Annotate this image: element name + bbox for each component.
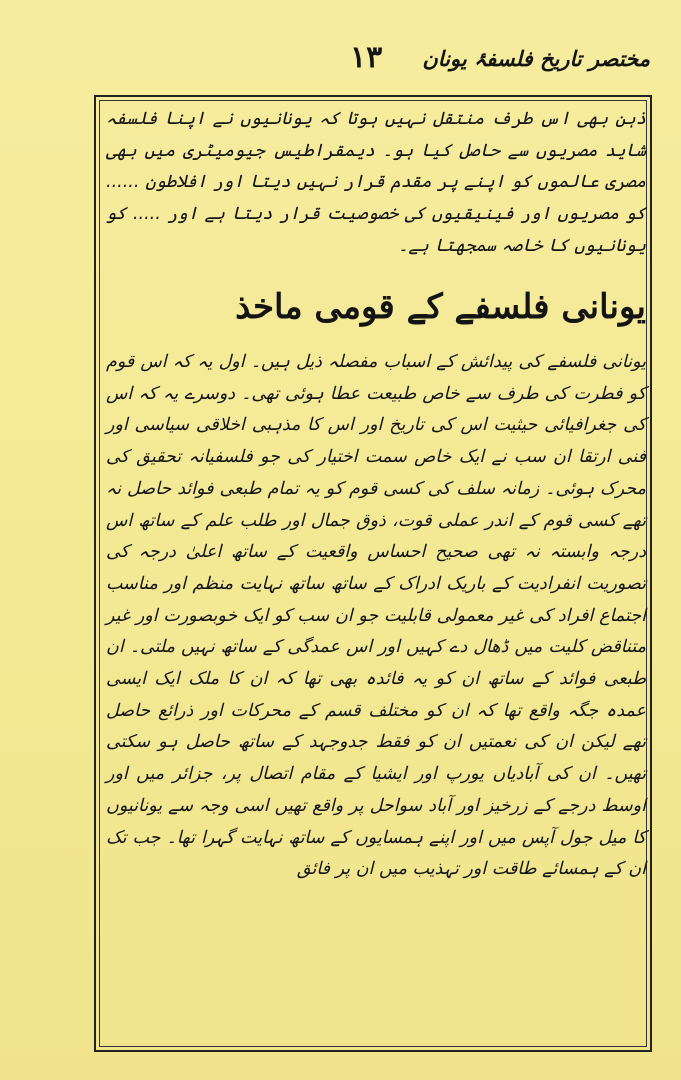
paragraph-main: یونانی فلسفے کی پیدائش کے اسباب مفصلہ ذیل ہیں۔ اول یہ کہ اس قوم کو فطرت کی طرف سے خاص طبیعت عطا ہوئی تھی۔ دوسرے یہ کہ اس کی جغرافیائی حیثیت اس کی تاریخ اور اس کا مذہبی اخلاقی سیاسی اور فنی ارتقا ان سب نے ایک خاص سمت اختیار کی جو فلسفیانہ تحقیق کی محرک ہوئی۔ زمانہ سلف کی کسی قوم کو یہ تمام طبعی فوائد حاصل نہ تھے کسی قوم کے اندر عملی قوت، ذوق جمال اور طلب علم کے ساتھ اس درجہ وابستہ نہ تھی صحیح احساس واقعیت کے ساتھ اعلیٰ درجہ کی تصوریت انفرادیت کے باریک ادراک کے ساتھ ساتھ نہایت منظم اور مناسب اجتماع افراد کی غیر معمولی قابلیت جو ان سب کو ایک خوبصورت اور غیر متناقض کلیت میں ڈھال دے کہیں اور اس عمدگی کے ساتھ نہیں ملتی۔ ان طبعی فوائد کے ساتھ ان کو یہ فائدہ بھی تھا کہ ان کا ملک ایک ایسی عمدہ جگہ واقع تھا کہ ان کو مختلف قسم کے محرکات اور ذرائع حاصل تھے لیکن ان کی نعمتیں ان کو فقط جدوجہد کے ساتھ حاصل ہو سکتی تھیں۔ ان کی آبادیاں یورپ اور ایشیا کے مقام اتصال پر، جزائر میں اور اوسط درجے کے زرخیز اور آباد سواحل پر واقع تھیں اسی وجہ سے یونانیوں کا میل جول آپس میں اور اپنے ہمسایوں کے ساتھ نہایت گہرا تھا۔ جب تک ان کے ہمسائے طاقت اور تہذیب میں ان پر فائق: [106, 352, 646, 880]
page-header: [95, 40, 670, 90]
running-title: مختصر تاریخ فلسفۂ یونان: [422, 46, 650, 71]
section-heading: یونانی فلسفے کے قومی ماخذ: [235, 287, 646, 327]
paragraph-intro: ذہن بھی اس طرف منتقل نہیں ہوتا کہ یونانیوں نے اپنا فلسفہ شاید مصریوں سے حاصل کیا ہو۔ دیمقراطیس جیومیٹری میں بھی مصری عالموں کو اپنے پر مقدم قرار نہیں دیتا اور افلاطون ...... کو مصریوں اور فینیقیوں کی خصوصیت قرار دیتا ہے اور ..... کو یونانیوں کا خاصہ سمجھتا ہے۔: [106, 109, 646, 256]
page-number: ۱۳: [350, 40, 383, 75]
